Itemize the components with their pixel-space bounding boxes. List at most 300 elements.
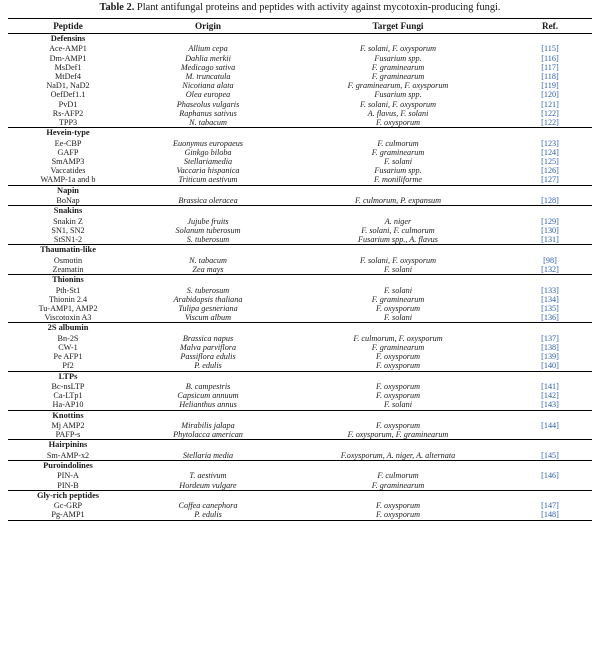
group-row (8, 275, 592, 286)
reference-link[interactable]: [133] (541, 285, 559, 295)
reference-link-wrapper (508, 313, 592, 323)
target-fungi-cell-wrapper (288, 343, 508, 352)
reference-link[interactable]: [121] (541, 99, 559, 109)
reference-link-wrapper (508, 421, 592, 430)
group-spacer-cell (508, 275, 592, 286)
target-fungi-text: F. graminearum (371, 72, 425, 82)
peptide-cell: Viscotoxin A3 (44, 313, 92, 323)
target-fungi-text: F. graminearum (371, 480, 425, 490)
reference-link-wrapper (508, 175, 592, 185)
reference-link-wrapper (508, 352, 592, 361)
group-spacer-cell (508, 128, 592, 139)
target-fungi-cell-wrapper (288, 226, 508, 235)
peptide-cell: GAFP (57, 147, 79, 157)
origin-cell: Malva parviflora (179, 342, 237, 352)
header-origin: Origin (128, 19, 288, 34)
caption-label: Table 2. (99, 2, 135, 13)
group-spacer-cell (288, 34, 508, 45)
table-row (8, 166, 592, 175)
target-fungi-text: F. oxysporum (376, 352, 420, 362)
reference-link-wrapper (508, 501, 592, 510)
origin-cell: Allium cepa (188, 44, 228, 54)
peptide-cell: NaD1, NaD2 (46, 81, 90, 91)
table-row (8, 157, 592, 166)
peptide-cell: BoNap (56, 196, 80, 206)
group-spacer-cell (288, 440, 508, 451)
origin-cell: Brassica oleracea (178, 196, 238, 206)
group-spacer-cell (288, 460, 508, 471)
target-fungi-cell-wrapper (288, 139, 508, 148)
target-fungi-text: F. solani, F. oxysporum (359, 44, 437, 54)
group-spacer-cell (128, 371, 288, 382)
reference-link[interactable]: [142] (541, 391, 559, 401)
target-fungi-cell-wrapper (288, 175, 508, 185)
target-fungi-text: A. flavus, F. solani (367, 108, 429, 118)
reference-link[interactable]: [117] (541, 62, 559, 72)
table-row (8, 334, 592, 343)
group-spacer-cell (288, 410, 508, 421)
reference-link[interactable]: [126] (541, 166, 559, 176)
peptide-cell: PIN-A (57, 471, 79, 481)
table-row (8, 510, 592, 520)
table-row (8, 421, 592, 430)
target-fungi-cell-wrapper (288, 235, 508, 245)
group-spacer-cell (508, 440, 592, 451)
group-spacer-cell (128, 34, 288, 45)
group-spacer-cell (508, 34, 592, 45)
reference-link-wrapper (508, 226, 592, 235)
reference-link[interactable]: [124] (541, 147, 559, 157)
target-fungi-cell-wrapper (288, 54, 508, 63)
origin-cell: Hordeum vulgare (179, 480, 237, 490)
target-fungi-cell-wrapper (288, 157, 508, 166)
reference-link-wrapper (508, 361, 592, 371)
peptide-cell: Pg-AMP1 (8, 510, 128, 520)
target-fungi-text: F. solani (383, 264, 413, 274)
target-fungi-text: Fusarium spp. (374, 53, 422, 63)
group-title: Gly-rich peptides (8, 490, 128, 501)
group-title: Napin (8, 185, 128, 196)
reference-link[interactable]: [132] (541, 264, 559, 274)
origin-cell: Medicago sativa (180, 62, 236, 72)
reference-link[interactable]: [144] (541, 420, 559, 430)
reference-link[interactable]: [137] (541, 333, 559, 343)
group-title: Puroindolines (8, 460, 128, 471)
peptide-cell: Ha-AP10 (52, 400, 84, 410)
group-title: 2S albumin (8, 323, 128, 334)
target-fungi-text: F. oxysporum (376, 420, 420, 430)
peptide-cell: Zeamatin (52, 264, 84, 274)
reference-link-wrapper (508, 196, 592, 206)
table-row (8, 139, 592, 148)
peptide-cell: StSN1-2 (53, 235, 83, 245)
group-title: Thionins (8, 275, 128, 286)
table-row (8, 100, 592, 109)
table-row (8, 304, 592, 313)
peptide-cell: PvD1 (58, 99, 78, 109)
group-spacer-cell (288, 490, 508, 501)
group-spacer-cell (508, 206, 592, 217)
target-fungi-cell-wrapper (288, 63, 508, 72)
origin-cell: Stellariamedia (183, 157, 233, 167)
target-fungi-text: F. solani (383, 313, 413, 323)
peptide-cell: Osmotin (53, 255, 83, 265)
reference-link-wrapper (508, 166, 592, 175)
reference-link[interactable]: [145] (541, 450, 559, 460)
header-target-fungi: Target Fungi (288, 19, 508, 34)
reference-link-wrapper (508, 334, 592, 343)
group-spacer-cell (128, 410, 288, 421)
reference-link-wrapper (508, 481, 592, 491)
target-fungi-text: Fusarium spp., A. flavus (358, 235, 438, 245)
table-row (8, 265, 592, 275)
group-row (8, 410, 592, 421)
peptide-cell: TPP3 (58, 118, 78, 128)
target-fungi-text: F. graminearum (371, 147, 425, 157)
table-row (8, 430, 592, 440)
group-row (8, 490, 592, 501)
reference-link[interactable]: [123] (541, 138, 559, 148)
target-fungi-cell-wrapper (288, 391, 508, 400)
group-row (8, 128, 592, 139)
peptide-cell: Ace-AMP1 (49, 44, 87, 54)
target-fungi-text: F. solani (383, 400, 413, 410)
target-fungi-text: F. oxysporum (376, 510, 420, 520)
target-fungi-text: F. oxysporum (376, 391, 420, 401)
peptide-cell: Tu-AMP1, AMP2 (38, 303, 98, 313)
group-spacer-cell (128, 490, 288, 501)
group-spacer-cell (128, 275, 288, 286)
target-fungi-cell-wrapper (288, 109, 508, 118)
peptide-cell: Pf2 (62, 361, 74, 371)
reference-link-wrapper (508, 265, 592, 275)
peptide-cell: Pe AFP1 (53, 352, 83, 362)
reference-link-wrapper (508, 72, 592, 81)
reference-link[interactable]: [122] (541, 118, 559, 128)
peptide-cell: Bc-nsLTP (51, 381, 85, 391)
target-fungi-cell-wrapper (288, 382, 508, 391)
target-fungi-text: F. oxysporum (376, 381, 420, 391)
peptide-cell: Gc-GRP (53, 501, 83, 511)
origin-cell: Triticum aestivum (178, 175, 238, 185)
target-fungi-text: A. niger (384, 216, 412, 226)
target-fungi-text: F. culmorum (377, 471, 419, 481)
target-fungi-cell-wrapper (288, 451, 508, 461)
antifungal-table (8, 18, 592, 521)
target-fungi-cell-wrapper (288, 72, 508, 81)
group-spacer-cell (128, 245, 288, 256)
reference-link-wrapper (508, 430, 592, 440)
target-fungi-cell-wrapper (288, 196, 508, 206)
reference-link[interactable]: [128] (541, 196, 559, 206)
peptide-cell: Vaccatides (50, 166, 86, 176)
origin-cell: Nicotiana alata (182, 81, 234, 91)
origin-cell: Mirabilis jalapa (181, 420, 235, 430)
group-title: Snakins (8, 206, 128, 217)
group-spacer-cell (288, 371, 508, 382)
header-peptide: Peptide (8, 19, 128, 34)
origin-cell: Dahlia merkii (185, 53, 231, 63)
target-fungi-text: F. solani, F. oxysporum (359, 255, 437, 265)
target-fungi-text: F. oxysporum (376, 303, 420, 313)
table-row (8, 196, 592, 206)
target-fungi-text: Fusarium spp. (374, 90, 422, 100)
reference-link[interactable]: [146] (541, 471, 559, 481)
reference-link-wrapper (508, 295, 592, 304)
target-fungi-text: F. solani (383, 157, 413, 167)
peptide-cell: PAFP-s (55, 430, 81, 440)
origin-cell: Ginkgo biloba (184, 147, 232, 157)
reference-link[interactable]: [115] (541, 44, 559, 54)
reference-link[interactable]: [119] (541, 81, 559, 91)
table-row (8, 90, 592, 99)
origin-cell: Brassica napus (182, 333, 234, 343)
target-fungi-cell-wrapper (288, 352, 508, 361)
table-row (8, 44, 592, 53)
target-fungi-cell-wrapper (288, 421, 508, 430)
table-row (8, 382, 592, 391)
origin-cell: P. edulis (128, 510, 288, 520)
target-fungi-text: F. graminearum (371, 342, 425, 352)
origin-cell: Tulipa gesneriana (178, 303, 238, 313)
peptide-cell: CW-1 (58, 342, 78, 352)
target-fungi-text: F. moniliforme (373, 175, 423, 185)
origin-cell: Vaccaria hispanica (176, 166, 240, 176)
reference-link[interactable]: [140] (541, 361, 559, 371)
group-spacer-cell (508, 490, 592, 501)
target-fungi-text: F. oxysporum (376, 118, 420, 128)
reference-link-wrapper (508, 148, 592, 157)
group-row (8, 440, 592, 451)
table-caption (0, 1, 600, 14)
reference-link[interactable]: [148] (541, 510, 559, 520)
target-fungi-text: F. graminearum, F. oxysporum (347, 81, 449, 91)
origin-cell: Coffea canephora (178, 501, 238, 511)
reference-link[interactable]: [131] (541, 235, 559, 245)
target-fungi-text: F. graminearum (371, 294, 425, 304)
group-row (8, 34, 592, 45)
table-row (8, 235, 592, 245)
reference-link[interactable]: [135] (541, 303, 559, 313)
table-row (8, 295, 592, 304)
reference-link[interactable]: [143] (541, 400, 559, 410)
peptide-cell: Bn-2S (57, 333, 79, 343)
reference-link-wrapper (508, 139, 592, 148)
peptide-cell: Dm-AMP1 (49, 53, 87, 63)
target-fungi-cell-wrapper (288, 361, 508, 371)
origin-cell: Phytolacca american (173, 430, 243, 440)
peptide-cell: MtDef4 (55, 72, 81, 82)
table-row (8, 481, 592, 491)
table-row (8, 343, 592, 352)
origin-cell: Olea europea (185, 90, 231, 100)
group-title: LTPs (8, 371, 128, 382)
target-fungi-cell-wrapper (288, 501, 508, 510)
reference-link-wrapper (508, 90, 592, 99)
table-row (8, 148, 592, 157)
origin-cell: Euonymus europaeus (173, 138, 243, 148)
group-spacer-cell (128, 440, 288, 451)
origin-cell: Viscum album (184, 313, 231, 323)
group-row (8, 206, 592, 217)
target-fungi-text: F. culmorum (377, 138, 419, 148)
reference-link[interactable]: [134] (541, 294, 559, 304)
peptide-cell: Mj AMP2 (51, 420, 85, 430)
group-spacer-cell (508, 410, 592, 421)
reference-link[interactable]: [138] (541, 342, 559, 352)
table-row (8, 118, 592, 128)
group-row (8, 185, 592, 196)
peptide-cell: SmAMP3 (51, 157, 85, 167)
target-fungi-text: F. graminearum (371, 62, 425, 72)
origin-cell: T. aestivum (189, 471, 227, 481)
target-fungi-cell-wrapper (288, 481, 508, 491)
table-row (8, 286, 592, 295)
group-row (8, 460, 592, 471)
peptide-cell: SN1, SN2 (51, 225, 85, 235)
target-fungi-cell-wrapper (288, 118, 508, 128)
reference-link[interactable]: [127] (541, 175, 559, 185)
peptide-cell: Ca-LTp1 (53, 391, 83, 401)
table-row (8, 54, 592, 63)
target-fungi-cell-wrapper (288, 166, 508, 175)
reference-link[interactable]: [116] (541, 53, 559, 63)
reference-link-wrapper (508, 400, 592, 410)
origin-cell: B. campestris (185, 381, 231, 391)
peptide-cell: Sm-AMP-x2 (46, 450, 90, 460)
target-fungi-cell-wrapper (288, 90, 508, 99)
table-body (8, 34, 592, 521)
target-fungi-text: F. culmorum, P. expansum (354, 196, 442, 206)
group-spacer-cell (288, 206, 508, 217)
group-spacer-cell (288, 245, 508, 256)
table-row (8, 217, 592, 226)
peptide-cell: Snakin Z (53, 216, 83, 226)
target-fungi-cell-wrapper (288, 400, 508, 410)
peptide-cell: Pth-St1 (55, 285, 81, 295)
target-fungi-cell-wrapper (288, 81, 508, 90)
reference-link-wrapper (508, 81, 592, 90)
group-spacer-cell (128, 128, 288, 139)
origin-cell: N. tabacum (189, 118, 227, 128)
target-fungi-cell-wrapper (288, 313, 508, 323)
table-row (8, 501, 592, 510)
group-title: Knottins (8, 410, 128, 421)
group-spacer-cell (288, 185, 508, 196)
group-spacer-cell (508, 185, 592, 196)
reference-link[interactable]: [139] (541, 352, 559, 362)
target-fungi-cell-wrapper (288, 304, 508, 313)
target-fungi-cell-wrapper (288, 510, 508, 520)
target-fungi-cell-wrapper (288, 256, 508, 265)
reference-link[interactable]: [141] (541, 381, 559, 391)
reference-link-wrapper (508, 109, 592, 118)
group-spacer-cell (128, 185, 288, 196)
group-spacer-cell (128, 460, 288, 471)
target-fungi-cell-wrapper (288, 148, 508, 157)
table-row (8, 361, 592, 371)
peptide-cell: Thionin 2.4 (48, 294, 88, 304)
origin-cell: Helianthus annus (179, 400, 237, 410)
origin-cell: S. tuberosum (186, 285, 230, 295)
header-ref: Ref. (508, 19, 592, 34)
reference-link[interactable]: [136] (541, 313, 559, 323)
group-row (8, 371, 592, 382)
reference-link[interactable]: [120] (541, 90, 559, 100)
reference-link[interactable]: [129] (541, 216, 559, 226)
group-spacer-cell (508, 371, 592, 382)
table-row (8, 471, 592, 480)
caption-text: Plant antifungal proteins and peptides with activity against mycotoxin-producing fungi. (134, 2, 501, 13)
reference-link[interactable]: [125] (541, 157, 559, 167)
target-fungi-cell-wrapper (288, 265, 508, 275)
target-fungi-cell-wrapper (288, 334, 508, 343)
origin-cell: Solanum tuberosum (175, 225, 241, 235)
table-row (8, 400, 592, 410)
peptide-cell: WAMP-1a and b (40, 175, 96, 185)
peptide-cell: PIN-B (57, 480, 79, 490)
table-row (8, 72, 592, 81)
reference-link[interactable]: [130] (541, 225, 559, 235)
group-title: Thaumatin-like (8, 245, 128, 256)
group-title: Hevein-type (8, 128, 128, 139)
group-row (8, 323, 592, 334)
reference-link[interactable]: [122] (541, 108, 559, 118)
peptide-cell: MsDef1 (54, 62, 82, 72)
origin-cell: N. tabacum (189, 255, 227, 265)
table-row (8, 352, 592, 361)
reference-link[interactable]: [98] (543, 255, 557, 265)
target-fungi-text: F. oxysporum, F. graminearum (347, 430, 449, 440)
peptide-cell: Ee-CBP (54, 138, 82, 148)
origin-cell: Zea mays (192, 264, 224, 274)
reference-link[interactable]: [147] (541, 501, 559, 511)
group-title: Hairpinins (8, 440, 128, 451)
reference-link-wrapper (508, 157, 592, 166)
origin-cell: Arabidopsis thaliana (173, 294, 243, 304)
reference-link-wrapper (508, 217, 592, 226)
table-row (8, 313, 592, 323)
group-spacer-cell (288, 128, 508, 139)
reference-link-wrapper (508, 100, 592, 109)
target-fungi-cell-wrapper (288, 286, 508, 295)
target-fungi-text: F.oxysporum, A. niger, A. alternata (340, 450, 456, 460)
target-fungi-text: Fusarium spp. (374, 166, 422, 176)
group-row (8, 245, 592, 256)
reference-link-wrapper (508, 391, 592, 400)
reference-link-wrapper (508, 63, 592, 72)
peptide-cell: Rs-AFP2 (52, 108, 84, 118)
origin-cell: S. tuberosum (186, 235, 230, 245)
reference-link[interactable]: [118] (541, 72, 559, 82)
group-spacer-cell (288, 323, 508, 334)
origin-cell: Raphanus sativus (179, 108, 237, 118)
target-fungi-cell-wrapper (288, 217, 508, 226)
group-spacer-cell (508, 323, 592, 334)
table-row (8, 451, 592, 461)
table-header (8, 19, 592, 34)
target-fungi-cell-wrapper (288, 100, 508, 109)
reference-link-wrapper (508, 304, 592, 313)
reference-link-wrapper (508, 382, 592, 391)
origin-cell: P. edulis (194, 361, 222, 371)
table-row (8, 256, 592, 265)
target-fungi-text: F. solani, F. oxysporum (359, 99, 437, 109)
group-title: Defensins (50, 34, 86, 43)
reference-link-wrapper (508, 286, 592, 295)
origin-cell: Phaseolus vulgaris (176, 99, 240, 109)
reference-link-wrapper (508, 44, 592, 53)
